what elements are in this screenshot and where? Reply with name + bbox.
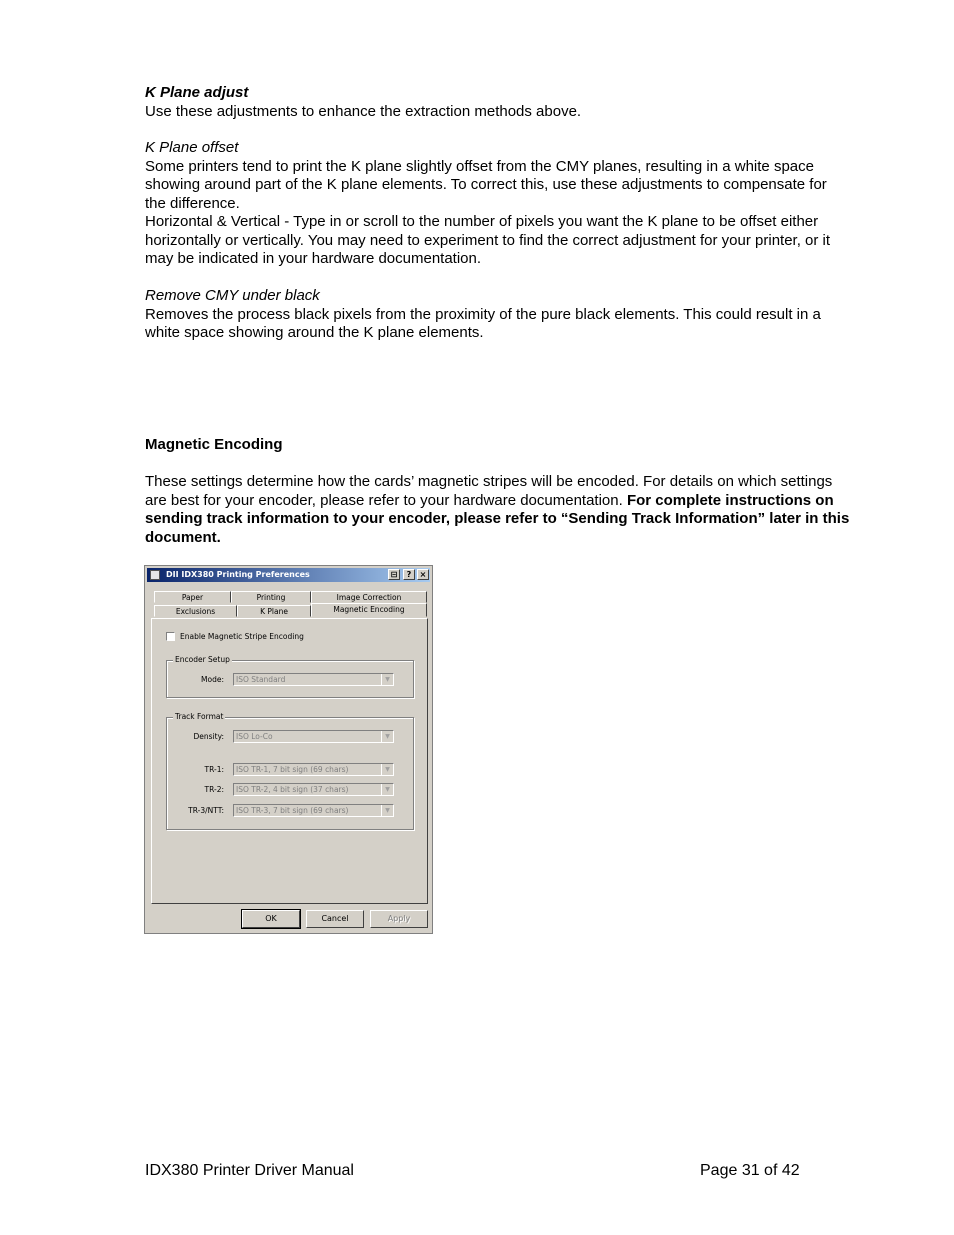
chevron-down-icon: ▼ [381,784,393,795]
tab-paper[interactable]: Paper [154,591,231,603]
track-format-label: Track Format [175,712,224,721]
section-k-plane-offset [145,139,850,269]
tab-magnetic-encoding[interactable]: Magnetic Encoding [311,603,427,617]
paragraph-magnetic-encoding-text: These settings determine how the cards’ magnetic stripes will be encoded. For details on which settings are best for your encoder, please refer to your hardware documentation. [145,473,833,509]
footer-page-number: Page 31 of 42 [700,1162,800,1179]
section-remove-cmy [145,287,850,343]
paragraph-k-plane-adjust: Use these adjustments to enhance the extraction methods above. [145,102,582,120]
heading-k-plane-adjust: K Plane adjust [145,84,249,101]
tr2-select[interactable] [233,783,394,796]
footer-title: IDX380 Printer Driver Manual [145,1162,354,1179]
context-help-icon[interactable]: ⊟ [388,569,400,580]
printer-app-icon [150,570,160,580]
help-button[interactable]: ? [403,569,415,580]
apply-button[interactable]: Apply [370,910,428,928]
dialog-titlebar [147,568,430,582]
mode-select[interactable] [233,673,394,686]
heading-magnetic-encoding: Magnetic Encoding [145,436,283,453]
tr3-label: TR-3/NTT: [188,806,224,815]
paragraph-magnetic-encoding-bold: For complete instructions on sending track information to your encoder, please refer to “Sending Track Information” later in this document. [145,491,850,546]
density-value: ISO Lo-Co [236,732,273,741]
paragraph-k-plane-offset-1: Some printers tend to print the K plane slightly offset from the CMY planes, resulting in a white space showing around part of the K plane elements. To correct this, use these adjustments to compensate for the difference. [145,157,827,212]
section-k-plane-adjust [145,84,850,121]
tr1-value: ISO TR-1, 7 bit sign (69 chars) [236,765,349,774]
cancel-button[interactable]: Cancel [306,910,364,928]
section-magnetic-encoding [145,436,850,547]
tr1-label: TR-1: [204,765,224,774]
printing-preferences-dialog [144,565,433,934]
density-select[interactable] [233,730,394,743]
encoder-setup-label: Encoder Setup [175,655,230,664]
close-button[interactable]: × [417,569,429,580]
chevron-down-icon: ▼ [381,674,393,685]
chevron-down-icon: ▼ [381,805,393,816]
paragraph-magnetic-encoding [145,473,850,547]
tr3-select[interactable] [233,804,394,817]
density-label: Density: [193,732,224,741]
paragraph-remove-cmy: Removes the process black pixels from the proximity of the pure black elements. This could result in a white space showing around the K plane elements. [145,305,821,341]
mode-label: Mode: [201,675,224,684]
ok-button[interactable]: OK [242,910,300,928]
tr2-value: ISO TR-2, 4 bit sign (37 chars) [236,785,349,794]
tab-image-correction[interactable]: Image Correction [311,591,427,603]
dialog-title: DII IDX380 Printing Preferences [166,570,310,579]
tab-k-plane[interactable]: K Plane [237,605,311,617]
mode-value: ISO Standard [236,675,286,684]
chevron-down-icon: ▼ [381,764,393,775]
tr1-select[interactable] [233,763,394,776]
enable-encoding-label: Enable Magnetic Stripe Encoding [180,632,304,641]
tr3-value: ISO TR-3, 7 bit sign (69 chars) [236,806,349,815]
tr2-label: TR-2: [204,785,224,794]
heading-k-plane-offset: K Plane offset [145,139,239,156]
tab-exclusions[interactable]: Exclusions [154,605,237,617]
heading-remove-cmy: Remove CMY under black [145,287,320,304]
chevron-down-icon: ▼ [381,731,393,742]
tab-printing[interactable]: Printing [231,591,311,603]
paragraph-k-plane-offset-2: Horizontal & Vertical - Type in or scroll to the number of pixels you want the K plane to be offset either horizontally or vertically. You may need to experiment to find the correct adjustment for your printer, or it may be indicated in your hardware documentation. [145,213,831,267]
enable-encoding-checkbox[interactable] [166,632,175,641]
